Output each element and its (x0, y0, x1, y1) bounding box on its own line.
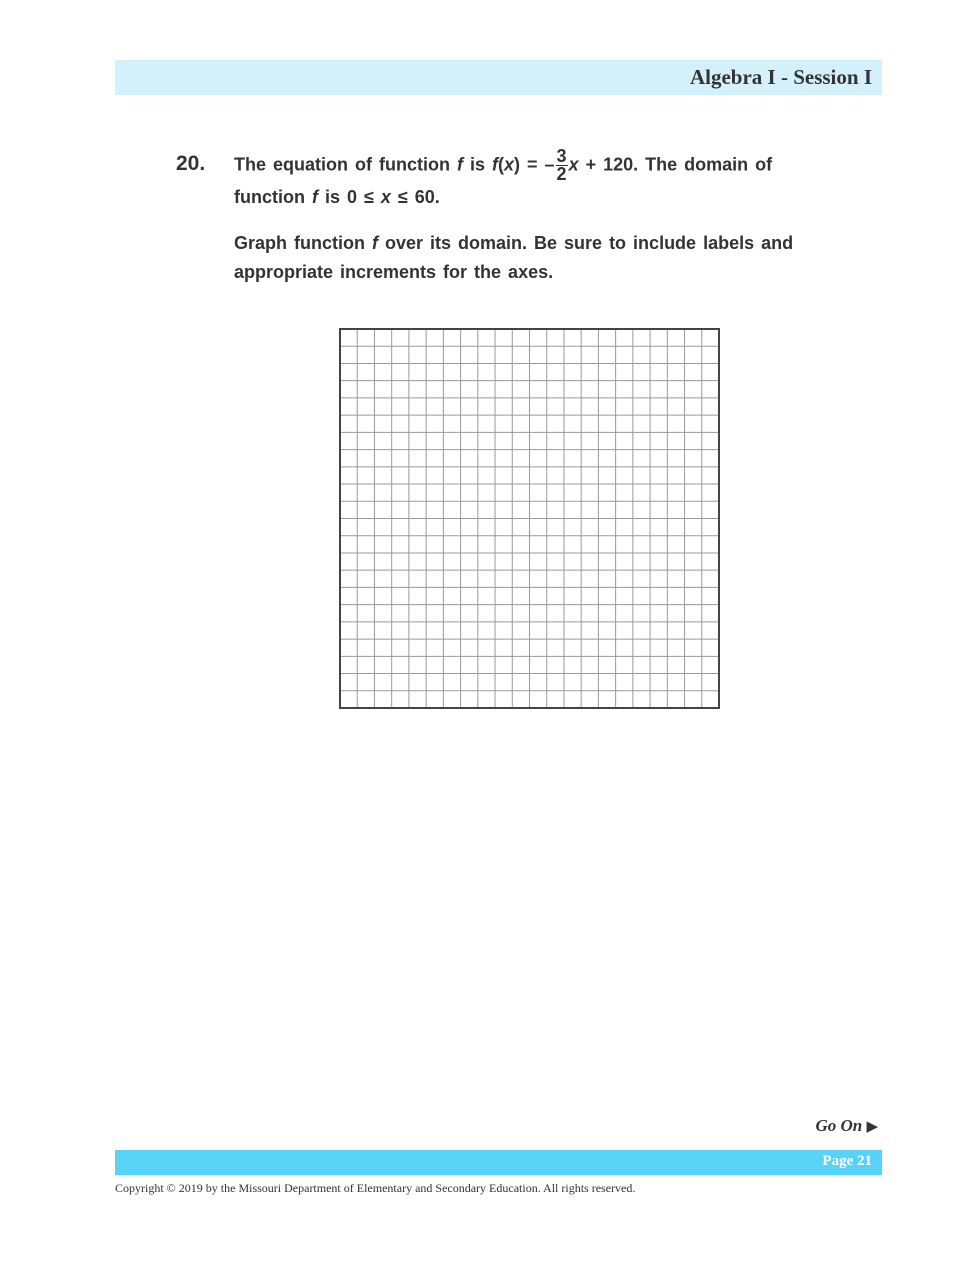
prompt-text: ) = – (514, 154, 555, 175)
fraction (556, 148, 568, 183)
question-number: 20. (176, 152, 206, 175)
prompt-text: + 120. The domain of function (234, 154, 773, 207)
question-instructions (234, 229, 850, 287)
instruction-text: Graph function (234, 233, 372, 253)
graph-grid[interactable] (339, 328, 721, 710)
go-on-indicator (815, 1116, 878, 1136)
function-name: f (372, 233, 378, 253)
fraction-numerator: 3 (556, 146, 567, 166)
variable-x: x (504, 154, 515, 175)
prompt-text: The equation of function (234, 154, 457, 175)
prompt-text: is 0 ≤ (317, 187, 381, 207)
footer-band (115, 1150, 882, 1175)
copyright-notice: Copyright © 2019 by the Missouri Department of Elementary and Secondary Education. All rights reserved. (115, 1181, 636, 1195)
go-on-label: Go On (815, 1116, 863, 1135)
prompt-text: is (462, 154, 492, 175)
prompt-text: ≤ 60. (390, 187, 440, 207)
function-name: f (456, 154, 463, 175)
variable-x: x (568, 154, 579, 175)
instruction-text: over its domain. Be sure to include labels and appropriate increments for the axes. (234, 233, 794, 282)
function-name: f (311, 187, 318, 207)
variable-x: x (380, 187, 391, 207)
graph-grid-area[interactable] (339, 328, 721, 710)
question-prompt (234, 148, 850, 212)
page-number: Page 21 (822, 1153, 872, 1169)
go-on-arrow-icon: ▶ (866, 1119, 878, 1135)
function-name: f (492, 154, 498, 175)
page-header-title: Algebra I - Session I (689, 65, 872, 89)
prompt-text: ( (498, 154, 504, 175)
fraction-denominator: 2 (556, 164, 567, 184)
header-band (115, 60, 882, 95)
